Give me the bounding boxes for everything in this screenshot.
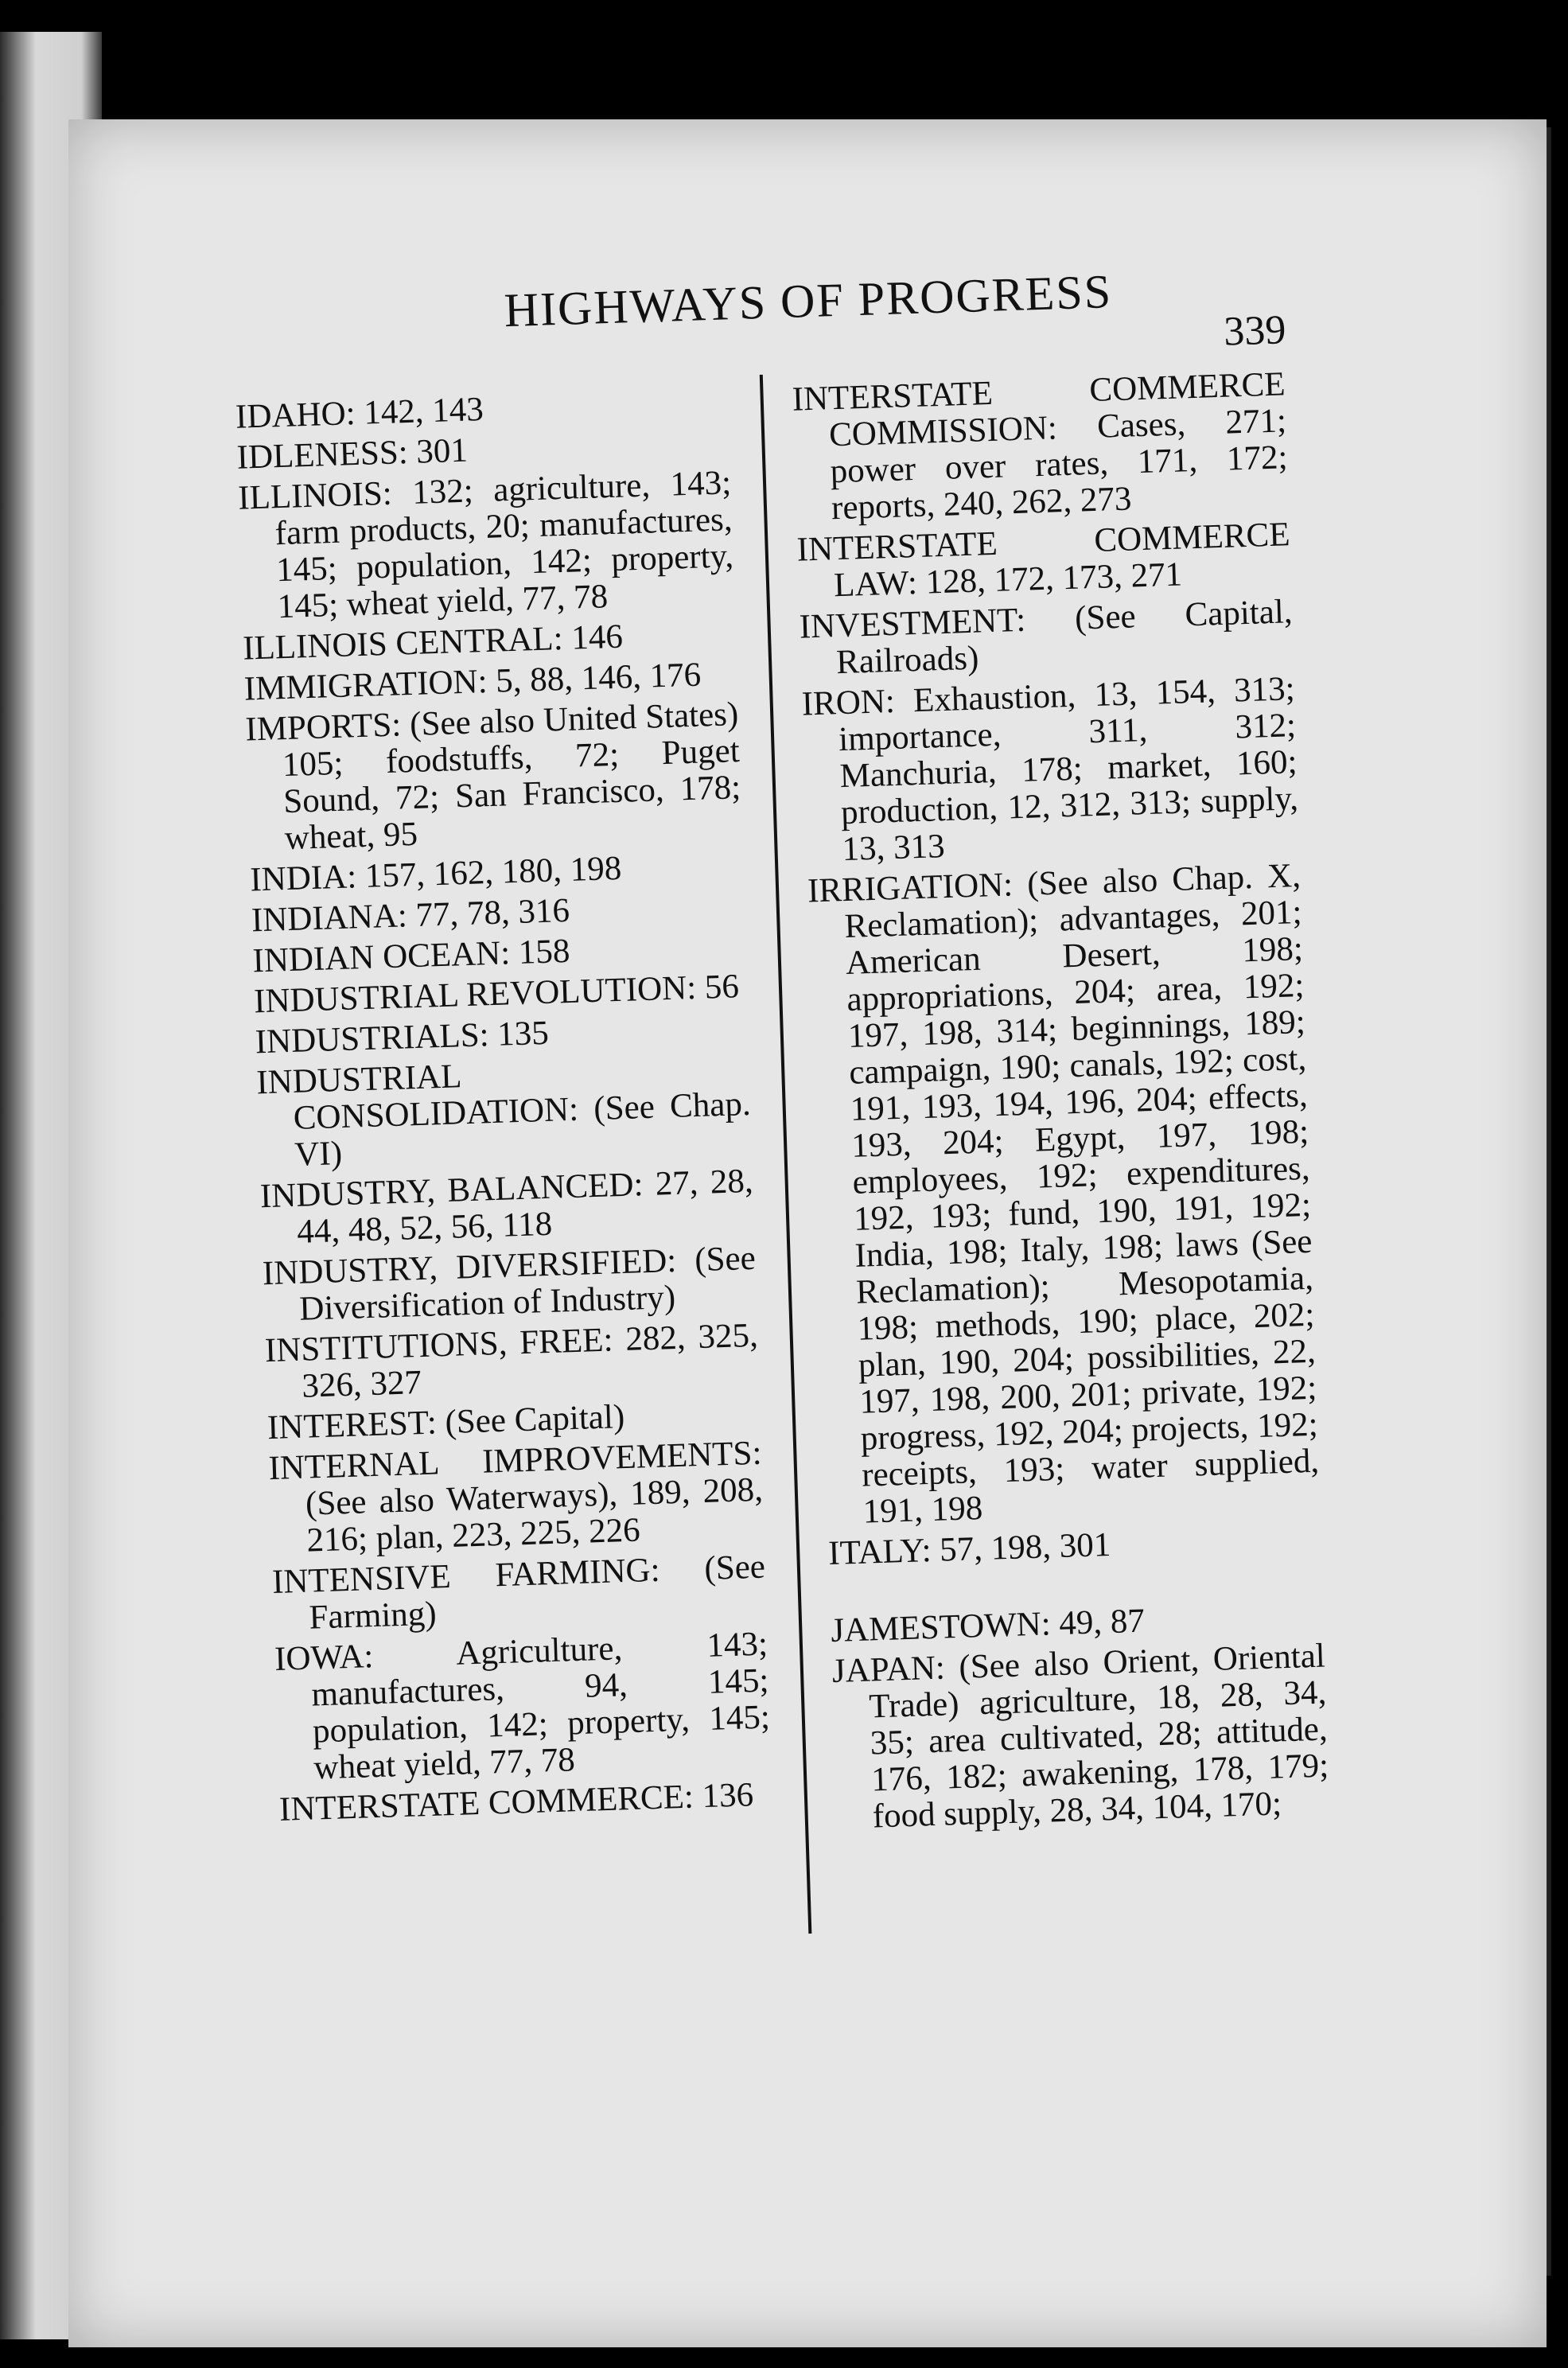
index-entry: INTERNAL IMPROVEMENTS: (See also Waterways), 189, 208, 216; plan, 223, 225, 226 <box>267 1434 764 1560</box>
index-entry: ILLINOIS: 132; agriculture, 143; farm products, 20; manufactures, 145; population, 142; property, 145; wheat yield, 77, 78 <box>237 464 734 626</box>
page-content <box>68 119 1547 2347</box>
index-entry: IDLENESS: 301 <box>235 431 469 477</box>
index-entry: JAMESTOWN: 49, 87 <box>830 1602 1146 1649</box>
index-entry: ILLINOIS CENTRAL: 146 <box>242 617 624 668</box>
running-title: HIGHWAYS OF PROGRESS <box>503 265 1114 337</box>
page-number: 339 <box>1223 307 1287 355</box>
index-entry: INDUSTRIALS: 135 <box>255 1014 550 1061</box>
index-entry: IOWA: Agriculture, 143; manufactures, 94, 145; population, 142; property, 145; wheat yield, 77, 78 <box>274 1625 771 1787</box>
index-entry: IMPORTS: (See also United States) 105; foodstuffs, 72; Puget Sound, 72; San Francisco, 178; wheat, 95 <box>244 695 741 858</box>
index-entry: INVESTMENT: (See Capital, Railroads) <box>799 593 1294 682</box>
index-entry: INDUSTRIAL CONSOLIDATION: (See Chap. VI) <box>255 1057 752 1174</box>
index-entry: INDUSTRY, DIVERSIFIED: (See Diversification of Industry) <box>262 1239 757 1328</box>
book-page <box>68 119 1547 2347</box>
index-entry: INDUSTRY, BALANCED: 27, 28, 44, 48, 52, 56, 118 <box>259 1162 754 1251</box>
index-entry: INDIA: 157, 162, 180, 198 <box>249 849 622 899</box>
index-entry: INDIAN OCEAN: 158 <box>251 932 571 980</box>
index-entry: IRRIGATION: (See also Chap. X, Reclamation); advantages, 201; American Desert, 198; appropriations, 204; area, 192; 197, 198, 314; beginnings, 189; campaign, 190; canals, 192; cost, 191, 193, 194, 196, 204; effects, 193, 204; Egypt, 197, 198; employees, 192; expenditures, 192, 193; fund, 190, 191, 192; India, 198; Italy, 198; laws (See Reclamation); Mesopotamia, 198; methods, 190; place, 202; plan, 190, 204; possibilities, 22, 197, 198, 200, 201; private, 192; progress, 192, 204; projects, 192; receipts, 193; water supplied, 191, 198 <box>807 856 1320 1531</box>
index-entry: JAPAN: (See also Orient, Oriental Trade) agriculture, 18, 28, 34, 35; area cultivated, 28; attitude, 176, 182; awakening, 178, 179; food supply, 28, 34, 104, 170; <box>831 1637 1329 1836</box>
index-entry: IMMIGRATION: 5, 88, 146, 176 <box>243 656 702 708</box>
index-entry: IDAHO: 142, 143 <box>235 390 484 436</box>
index-entry: INTERSTATE COMMERCE LAW: 128, 172, 173, 271 <box>796 516 1291 605</box>
index-entry: INDIANA: 77, 78, 316 <box>251 891 570 940</box>
index-column-left <box>235 384 772 1832</box>
index-entry: INDUSTRIAL REVOLUTION: 56 <box>253 968 740 1021</box>
index-entry: INTERSTATE COMMERCE COMMISSION: Cases, 271; power over rates, 171, 172; reports, 240, 262, 273 <box>792 365 1289 528</box>
index-entry: IRON: Exhaustion, 13, 154, 313; importance, 311, 312; Manchuria, 178; market, 160; production, 12, 312, 313; supply, 13, 313 <box>801 670 1299 869</box>
index-entry: INTERSTATE COMMERCE: 136 <box>278 1776 754 1829</box>
index-column-right <box>792 366 1330 1840</box>
index-entry: ITALY: 57, 198, 301 <box>827 1525 1111 1573</box>
index-entry: INTENSIVE FARMING: (See Farming) <box>271 1548 766 1637</box>
index-entry: INTEREST: (See Capital) <box>267 1398 625 1447</box>
index-entry: INSTITUTIONS, FREE: 282, 325, 326, 327 <box>264 1316 759 1405</box>
